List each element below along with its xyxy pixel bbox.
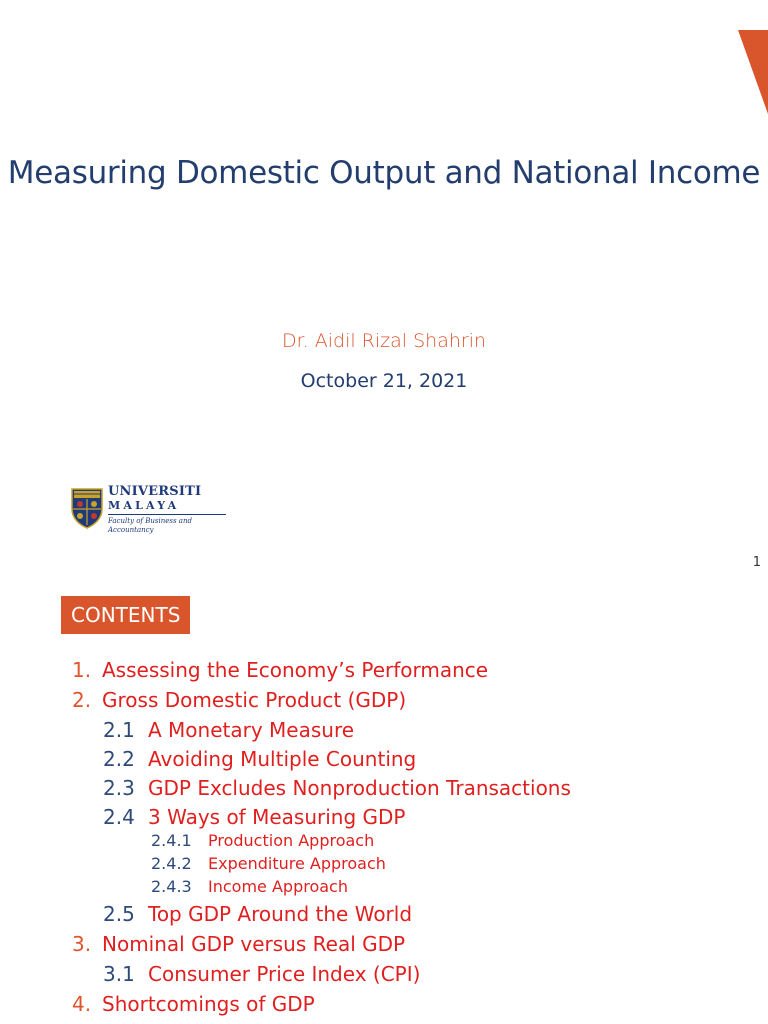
toc-item-label: Production Approach: [208, 831, 375, 850]
university-crest-icon: [70, 485, 104, 529]
toc-item-label: Income Approach: [208, 877, 348, 896]
toc-item-number: 1.: [72, 658, 92, 682]
toc-item-number: 2.1: [103, 718, 135, 742]
toc-item[interactable]: [103, 805, 405, 829]
toc-item-number: 3.: [72, 932, 92, 956]
corner-triangle-accent: [738, 30, 768, 114]
toc-item[interactable]: [72, 992, 315, 1016]
toc-item-label: Nominal GDP versus Real GDP: [102, 932, 406, 956]
toc-item-label: A Monetary Measure: [148, 718, 355, 742]
toc-item[interactable]: [72, 688, 406, 712]
toc-item-label: Shortcomings of GDP: [102, 992, 315, 1016]
toc-item[interactable]: [151, 854, 386, 873]
university-name: UNIVERSITI: [108, 484, 202, 499]
toc-item-label: Avoiding Multiple Counting: [148, 747, 417, 771]
university-logo: [70, 485, 210, 541]
toc-item-label: Assessing the Economy’s Performance: [102, 658, 489, 682]
contents-slide: [0, 590, 768, 1024]
toc-item[interactable]: [103, 902, 412, 926]
logo-divider: [108, 514, 226, 515]
toc-item-number: 2.4: [103, 805, 135, 829]
faculty-name: Faculty of Business and Accountancy: [108, 517, 192, 534]
slide-title: Measuring Domestic Output and National Income: [7, 155, 761, 191]
presentation-date: October 21, 2021: [300, 370, 468, 392]
toc-item-number: 2.5: [103, 902, 135, 926]
toc-item[interactable]: [72, 658, 488, 682]
toc-item[interactable]: [103, 718, 354, 742]
toc-item-label: 3 Ways of Measuring GDP: [148, 805, 406, 829]
toc-item-number: 2.3: [103, 776, 135, 800]
toc-item-number: 2.4.2: [151, 854, 192, 873]
author-name: Dr. Aidil Rizal Shahrin: [281, 330, 487, 352]
toc-item-label: Consumer Price Index (CPI): [148, 962, 421, 986]
toc-item-number: 4.: [72, 992, 92, 1016]
toc-item-number: 3.1: [103, 962, 135, 986]
toc-item-label: Gross Domestic Product (GDP): [102, 688, 407, 712]
page-number: 1: [752, 555, 761, 570]
toc-item[interactable]: [103, 776, 571, 800]
toc-item-label: GDP Excludes Nonproduction Transactions: [148, 776, 571, 800]
toc-item[interactable]: [151, 877, 348, 896]
toc-item[interactable]: [103, 962, 420, 986]
toc-item-number: 2.4.3: [151, 877, 192, 896]
toc-item[interactable]: [151, 831, 374, 850]
toc-item-number: 2.: [72, 688, 92, 712]
toc-item[interactable]: [72, 932, 405, 956]
toc-item-label: Expenditure Approach: [208, 854, 386, 873]
toc-item-number: 2.4.1: [151, 831, 192, 850]
toc-item-label: Top GDP Around the World: [148, 902, 413, 926]
toc-item[interactable]: [103, 747, 416, 771]
contents-badge: CONTENTS: [61, 596, 190, 634]
university-subname: MALAYA: [108, 499, 180, 512]
toc-item-number: 2.2: [103, 747, 135, 771]
